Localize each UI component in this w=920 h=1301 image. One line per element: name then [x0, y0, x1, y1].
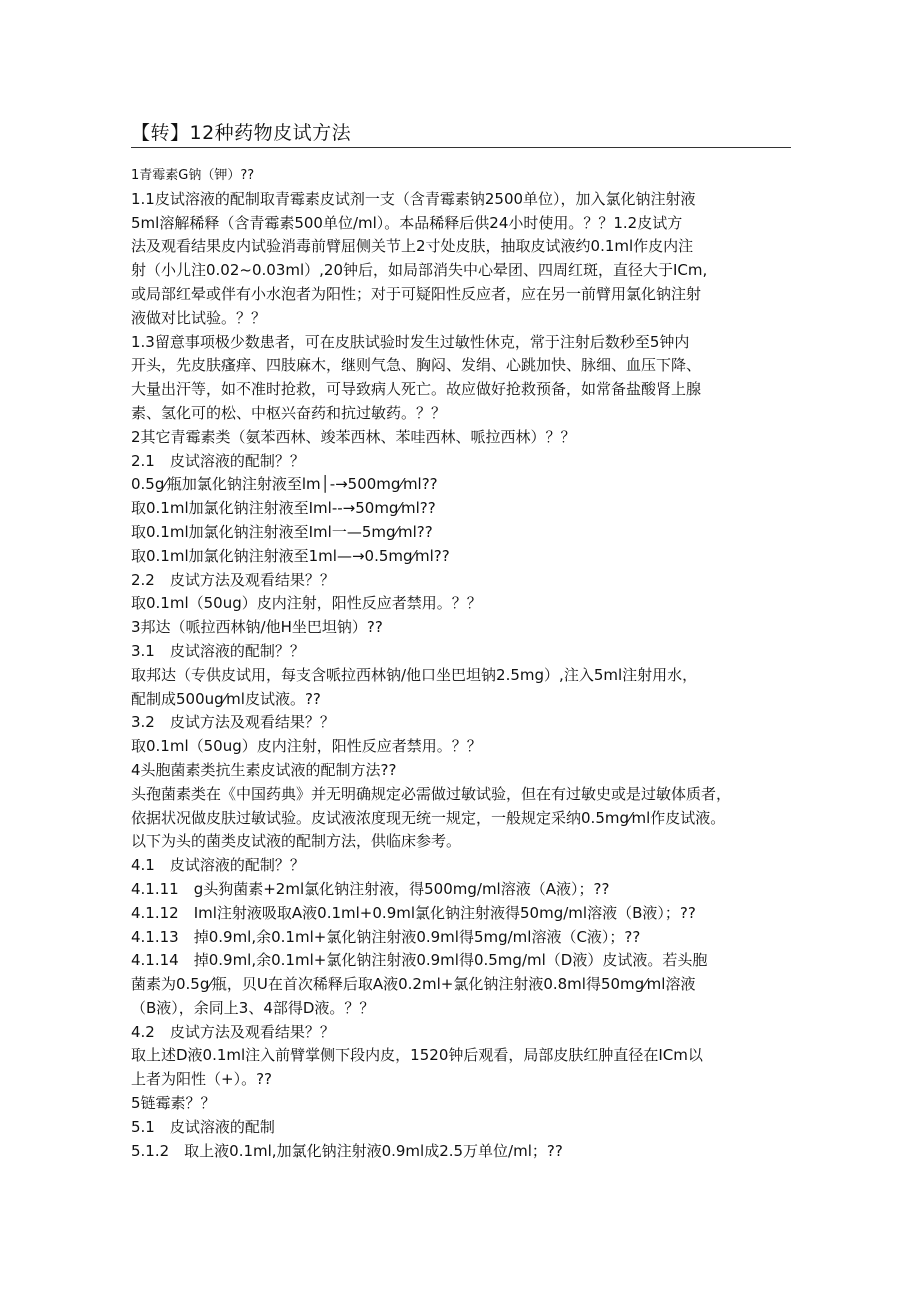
text-line: 4.1.11 g头狗菌素+2ml氯化钠注射液，得500mg/ml溶液（A液）；?? [131, 879, 610, 898]
text-line: 取0.1ml（50ug）皮内注射，阳性反应者禁用。？？ [131, 737, 482, 756]
text-line: 2.2 皮试方法及观看结果？？ [131, 570, 335, 589]
document-body [131, 164, 796, 1163]
text-line: 4.1 皮试溶液的配制？？ [131, 856, 305, 875]
text-line: 3.2 皮试方法及观看结果？？ [131, 713, 335, 732]
text-line: （B液），余同上3、4部得D液。？？ [131, 998, 375, 1017]
text-line: 3邦达（哌拉西林钠/他H坐巴坦钠）?? [131, 618, 383, 637]
text-line: 取邦达（专供皮试用，每支含哌拉西林钠/他口坐巴坦钠2.5mg）,注入5ml注射用水， [131, 665, 698, 684]
text-line: 取0.1ml加氯化钠注射液至Iml--→50mg⁄ml?? [131, 499, 436, 518]
text-line: 2其它青霉素类（氨苯西林、竣苯西林、苯哇西林、哌拉西林）？？ [131, 427, 576, 446]
text-line: 头孢菌素类在《中国药典》并无明确规定必需做过敏试验，但在有过敏史或是过敏体质者， [131, 784, 732, 803]
text-line: 5.1 皮试溶液的配制 [131, 1117, 275, 1136]
text-line: 4.1.12 Iml注射液吸取A液0.1ml+0.9ml氯化钠注射液得50mg/ml溶液（B液）；?? [131, 903, 696, 922]
text-line: 法及观看结果皮内试验消毒前臂屈侧关节上2寸处皮肤，抽取皮试液约0.1ml作皮内注 [131, 237, 694, 256]
text-line: 取0.1ml加氯化钠注射液至1ml—→0.5mg⁄ml?? [131, 546, 450, 565]
text-line: 液做对比试验。？？ [131, 308, 267, 327]
text-line: 素、氢化可的松、中枢兴奋药和抗过敏药。？？ [131, 403, 447, 422]
text-line: 1.3留意事项极少数患者，可在皮肤试验时发生过敏性休克，常于注射后数秒至5钟内 [131, 332, 690, 351]
page-title: 【转】12种药物皮试方法 [131, 122, 352, 144]
title-divider [131, 147, 791, 148]
text-line: 配制成500ug⁄ml皮试液。?? [131, 689, 321, 708]
text-line: 或局部红晕或伴有小水泡者为阳性；对于可疑阳性反应者，应在另一前臂用氯化钠注射 [131, 284, 702, 303]
text-line: 2.1 皮试溶液的配制？？ [131, 451, 305, 470]
text-line: 5链霉素？？ [131, 1094, 216, 1113]
text-line: 以下为头的菌类皮试液的配制方法，供临床参考。 [131, 832, 462, 851]
text-line: 3.1 皮试溶液的配制？？ [131, 641, 305, 660]
text-line: 4.1.14 掉0.9ml,余0.1ml+氯化钠注射液0.9ml得0.5mg/ml（D液）皮试液。若头胞 [131, 951, 708, 970]
text-line: 取上述D液0.1ml注入前臂掌侧下段内皮，1520钟后观看，局部皮肤红肿直径在ICm以 [131, 1046, 703, 1065]
text-line: 开头，先皮肤瘙痒、四肢麻木，继则气急、胸闷、发绢、心跳加快、脉细、血压下降、 [131, 356, 702, 375]
text-line: 依据状况做皮肤过敏试验。皮试液浓度现无统一规定，一般规定采纳0.5mg⁄ml作皮试液。 [131, 808, 726, 827]
text-line: 取0.1ml（50ug）皮内注射，阳性反应者禁用。？？ [131, 594, 482, 613]
text-line: 5.1.2 取上液0.1ml,加氯化钠注射液0.9ml成2.5万单位/ml；?? [131, 1141, 563, 1160]
text-line: 1.1皮试溶液的配制取青霉素皮试剂一支（含青霉素钠2500单位），加入氯化钠注射液 [131, 189, 696, 208]
text-line: 取0.1ml加氯化钠注射液至Iml一—5mg⁄ml?? [131, 522, 433, 541]
text-line: 4.2 皮试方法及观看结果？？ [131, 1022, 335, 1041]
text-line: 菌素为0.5g⁄瓶，贝U在首次稀释后取A液0.2ml+氯化钠注射液0.8ml得50mg⁄ml溶液 [131, 975, 696, 994]
text-line: 射（小儿注0.02~0.03ml）,20钟后，如局部消失中心晕团、四周红斑，直径大于ICm, [131, 261, 708, 280]
text-line: 1青霉素G钠（钾）?? [131, 168, 255, 183]
text-line: 0.5g⁄瓶加氯化钠注射液至lm│-→500mg⁄ml?? [131, 475, 438, 494]
text-line: 4.1.13 掉0.9ml,余0.1ml+氯化钠注射液0.9ml得5mg/ml溶液（C液）；?? [131, 927, 641, 946]
text-line: 4头胞菌素类抗生素皮试液的配制方法?? [131, 760, 397, 779]
text-line: 大量出汗等，如不准时抢救，可导致病人死亡。故应做好抢救预备，如常备盐酸肾上腺 [131, 380, 702, 399]
text-line: 5ml溶解稀释（含青霉素500单位/ml）。本品稀释后供24小时使用。？？1.2皮试方 [131, 213, 683, 232]
text-line: 上者为阳性（+）。?? [131, 1070, 272, 1089]
